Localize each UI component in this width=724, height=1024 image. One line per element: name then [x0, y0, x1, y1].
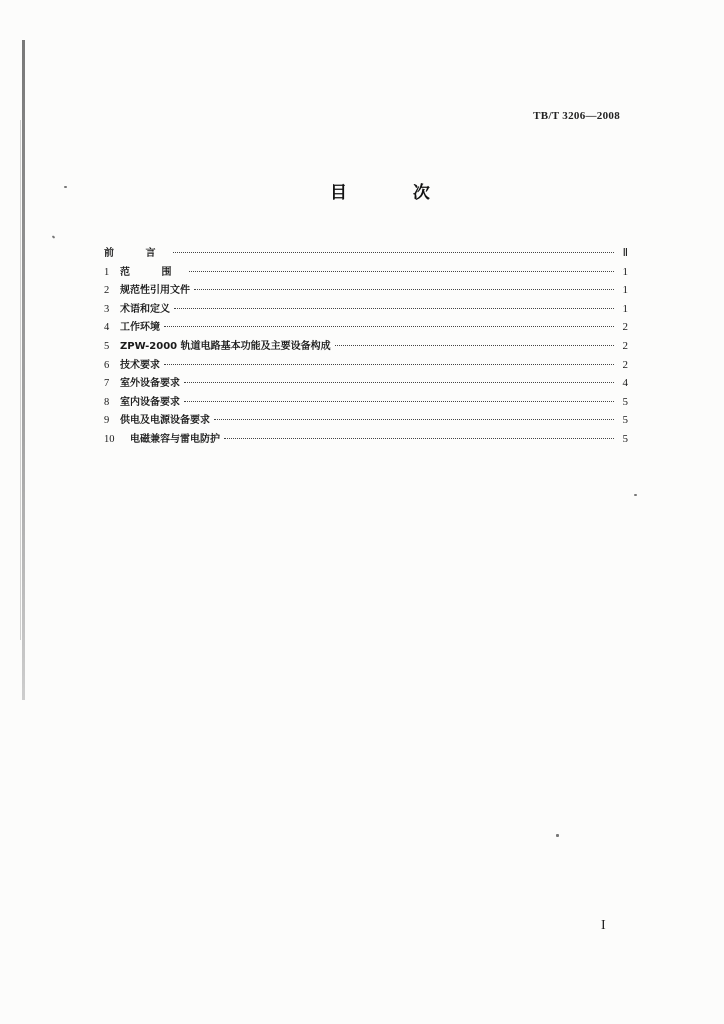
toc-entry-label: 室外设备要求: [120, 378, 180, 390]
toc-entry-2[interactable]: [104, 281, 628, 300]
toc-entry-page: 2: [622, 358, 628, 371]
toc-leader-dots: [164, 326, 614, 327]
toc-entry-3[interactable]: [104, 300, 628, 319]
toc-entry-8[interactable]: [104, 393, 628, 412]
toc-entry-number: 3: [104, 303, 110, 315]
toc-entry-4[interactable]: [104, 318, 628, 337]
toc-entry-1[interactable]: [104, 263, 628, 282]
binding-edge-shadow: [20, 120, 21, 640]
toc-entry-number: 6: [104, 359, 110, 371]
toc-entry-5[interactable]: [104, 337, 628, 356]
toc-leader-dots: [184, 401, 614, 402]
toc-entry-number: 8: [104, 396, 110, 408]
scan-speck: [64, 186, 67, 188]
toc-entry-label: 电磁兼容与雷电防护: [130, 433, 220, 445]
toc-entry-page: 1: [622, 265, 628, 278]
toc-entry-page: 1: [622, 302, 628, 315]
scan-speck: [556, 834, 559, 837]
toc-entry-page: 5: [622, 432, 628, 445]
toc-entry-10[interactable]: [104, 430, 628, 449]
toc-leader-dots: [164, 364, 614, 365]
toc-leader-dots: [224, 438, 614, 439]
toc-entry-7[interactable]: [104, 374, 628, 393]
toc-entry-label: 规范性引用文件: [120, 285, 190, 297]
toc-entry-label: 供电及电源设备要求: [120, 415, 210, 427]
toc-entry-page: 5: [622, 395, 628, 408]
toc-leader-dots: [194, 289, 614, 290]
toc-entry-6[interactable]: [104, 356, 628, 375]
toc-entry-number: 4: [104, 322, 110, 334]
toc-leader-dots: [189, 271, 614, 272]
scan-speck: [52, 235, 56, 238]
toc-entry-label: 范 围: [120, 266, 186, 278]
toc-entry-label: 前 言: [104, 248, 170, 259]
standard-code: TB/T 3206—2008: [533, 110, 620, 122]
toc-entry-label: 技术要求: [120, 359, 160, 371]
toc-entry-9[interactable]: [104, 411, 628, 430]
toc-entry-number: 9: [104, 415, 110, 427]
toc-title: 目 次: [330, 183, 460, 203]
toc-entry-label: 室内设备要求: [120, 396, 180, 408]
toc-entry-number: 7: [104, 378, 110, 390]
binding-edge: [22, 40, 25, 700]
toc-entry-foreword[interactable]: [104, 244, 628, 263]
toc-entry-page: 1: [622, 284, 628, 297]
toc-entry-number: 2: [104, 285, 110, 297]
toc-entry-label: 工作环境: [120, 322, 160, 334]
toc-leader-dots: [214, 419, 614, 420]
page-number: I: [601, 918, 606, 933]
toc-leader-dots: [335, 345, 614, 346]
toc-entry-label: 术语和定义: [120, 303, 170, 315]
toc-entry-number: 10: [104, 433, 115, 445]
toc-entry-number: 5: [104, 340, 110, 352]
toc-entry-page: 5: [622, 414, 628, 427]
toc-entry-page: 2: [622, 321, 628, 334]
toc-leader-dots: [173, 252, 614, 253]
toc-entry-page: Ⅱ: [622, 247, 628, 259]
toc-entry-page: 4: [622, 377, 628, 390]
toc-entry-page: 2: [622, 339, 628, 352]
toc-leader-dots: [184, 382, 614, 383]
toc-entry-label: ZPW-2000 轨道电路基本功能及主要设备构成: [120, 340, 331, 352]
toc-entry-number: 1: [104, 266, 110, 278]
toc-leader-dots: [174, 308, 614, 309]
table-of-contents: [104, 244, 628, 449]
scan-speck: [634, 494, 637, 496]
